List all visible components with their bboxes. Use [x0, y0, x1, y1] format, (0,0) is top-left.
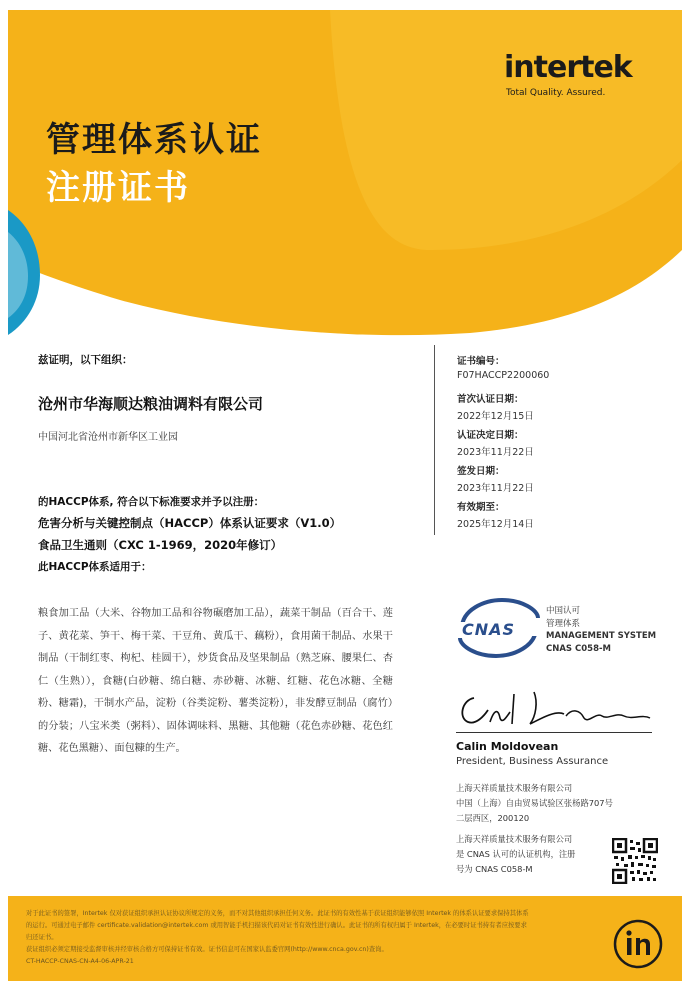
issuer-line4: 上海天祥质量技术服务有限公司: [456, 834, 573, 844]
issuer-line1: 上海天祥质量技术服务有限公司: [456, 783, 573, 793]
decision-date: 2023年11月22日: [457, 447, 534, 458]
signatory-title: President, Business Assurance: [456, 756, 609, 767]
column-divider: [434, 345, 435, 535]
issue-label: 签发日期：: [457, 466, 505, 477]
first-certification-date: 2022年12月15日: [457, 411, 534, 422]
footer-line1: 对于此证书的签署，Intertek 仅对获证组织承担认证协议所规定的义务，而不对其他组织承担任何义务。此证书的有效性基于获证组织能够依照 Intertek 的体系认证要求保持其体系: [26, 910, 529, 917]
issuer-line2: 中国（上海）自由贸易试验区张杨路707号: [456, 798, 613, 808]
issuer-line5: 是 CNAS 认可的认证机构，注册: [456, 849, 576, 859]
standard-2: 食品卫生通则（CXC 1-1969，2020年修订）: [38, 538, 283, 552]
intertek-logo: intertek: [504, 50, 632, 85]
footer-line3: 归还证书。: [26, 934, 58, 941]
issuer-line3: 二层西区，200120: [456, 813, 530, 823]
scope-text: 粮食加工品（大米、谷物加工品和谷物碾磨加工品），蔬菜干制品（百合干、莲子、黄花菜、笋干、梅干菜、干豆角、黄瓜干、藕粉），食用菌干制品、水果干制品（干制红枣、枸杞、桂圆干），炒货食品及坚果制品（熟芝麻、腰果仁、杏仁（生熟）），食糖(白砂糖、绵白糖、赤砂糖、冰糖、红糖、花色冰糖、全糖粉、糖霜)，干制水产品，淀粉（谷类淀粉、薯类淀粉），非发酵豆制品（腐竹）的分装；八宝米类（粥料）、固体调味料、黑糖、其他糖（花色赤砂糖、花色红糖、花色黑糖）、面包糠的生产。: [38, 608, 393, 754]
footer-code: CT-HACCP-CNAS-CN-A4-06-APR-21: [26, 958, 134, 965]
cnas-cn-line1: 中国认可: [546, 606, 581, 616]
cnas-cn-line2: 管理体系: [546, 619, 581, 629]
organization-address: 中国河北省沧州市新华区工业园: [38, 432, 178, 443]
intro-text: 兹证明，以下组织：: [38, 354, 133, 366]
certificate-number-label: 证书编号：: [457, 356, 505, 367]
expiry-label: 有效期至：: [457, 502, 505, 513]
footer-disclaimer: [26, 908, 586, 968]
cnas-en-line1: MANAGEMENT SYSTEM: [546, 631, 657, 641]
signatory-name: Calin Moldovean: [456, 740, 559, 753]
scope-heading: 此HACCP体系适用于：: [38, 561, 152, 573]
intertek-in-icon: [612, 918, 664, 970]
organization-name: 沧州市华海顺达粮油调料有限公司: [38, 395, 264, 413]
footer-line4: 获证组织必须定期接受监督审核并经审核合格方可保持证书有效。证书信息可在国家认监委官网(http://www.cnca.gov.cn)查询。: [26, 946, 388, 953]
standards-intro: 的HACCP体系, 符合以下标准要求并予以注册：: [38, 496, 265, 508]
decision-label: 认证决定日期：: [457, 430, 524, 441]
first-certification-label: 首次认证日期：: [457, 394, 524, 405]
issue-date: 2023年11月22日: [457, 483, 534, 494]
certificate-number: F07HACCP2200060: [457, 370, 550, 381]
cnas-en-line2: CNAS C058-M: [546, 644, 611, 654]
standard-1: 危害分析与关键控制点（HACCP）体系认证要求（V1.0）: [38, 516, 342, 530]
footer-line2: 的运行。可通过电子邮件 certificate.validation@intertek.com 或用智能手机扫描该代码对证书有效性进行确认。此证书的所有权归属于 Intertek，在必要时证书持有者应按要求: [26, 922, 527, 929]
certificate-title: 管理体系认证: [46, 120, 262, 160]
certificate-subtitle: 注册证书: [46, 168, 190, 208]
qr-code-icon: [612, 838, 658, 884]
logo-tagline: Total Quality. Assured.: [506, 88, 606, 98]
issuer-line6: 号为 CNAS C058-M: [456, 864, 533, 874]
signature-line: [456, 732, 652, 733]
cnas-logo-text: CNAS: [462, 620, 516, 639]
expiry-date: 2025年12月14日: [457, 519, 534, 530]
signature-image: [456, 688, 656, 732]
